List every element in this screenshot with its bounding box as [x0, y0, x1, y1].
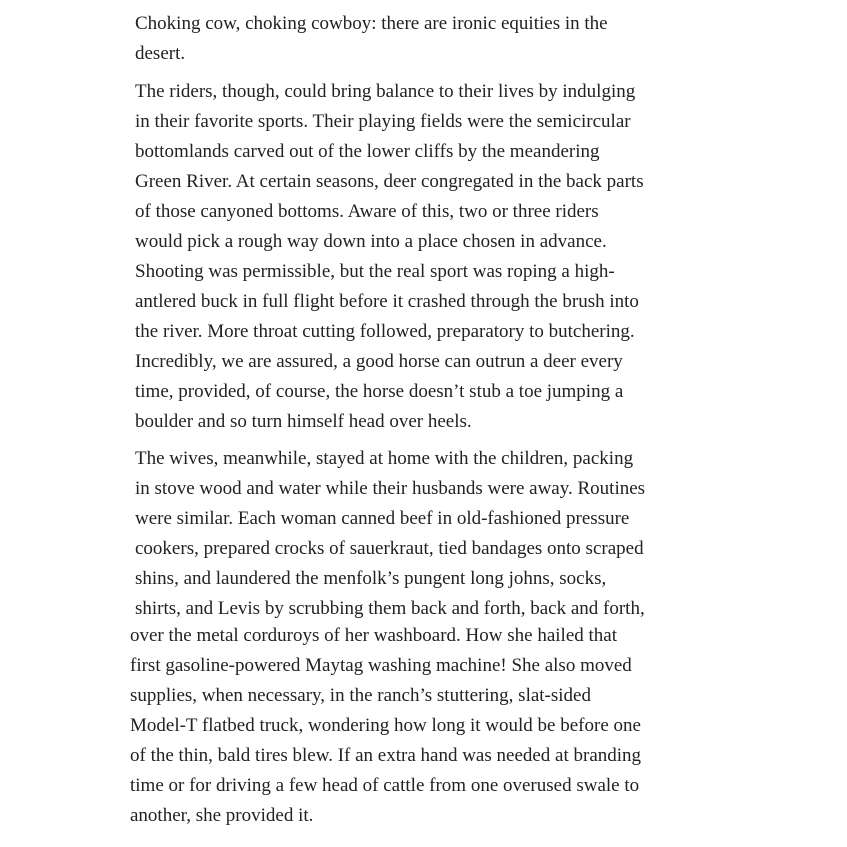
text-line: Shooting was permissible, but the real sport was roping a high-: [135, 261, 615, 282]
text-line: desert.: [135, 43, 186, 64]
text-line: first gasoline-powered Maytag washing machine! She also moved: [130, 655, 632, 676]
text-line: shins, and laundered the menfolk’s pungent long johns, socks,: [135, 568, 607, 589]
paragraph-ironic-equities: [135, 9, 735, 69]
text-line: the river. More throat cutting followed, preparatory to butchering.: [135, 321, 635, 342]
paragraph-wives-routines-continued: [130, 621, 730, 831]
text-line: in stove wood and water while their husbands were away. Routines: [135, 478, 646, 499]
text-line: Incredibly, we are assured, a good horse can outrun a deer every: [135, 351, 623, 372]
text-line: antlered buck in full flight before it crashed through the brush into: [135, 291, 639, 312]
text-line: time, provided, of course, the horse doesn’t stub a toe jumping a: [135, 381, 624, 402]
text-line: time or for driving a few head of cattle from one overused swale to: [130, 775, 640, 796]
text-line: of the thin, bald tires blew. If an extra hand was needed at branding: [130, 745, 642, 766]
text-line: Choking cow, choking cowboy: there are ironic equities in the: [135, 13, 608, 34]
text-line: supplies, when necessary, in the ranch’s stuttering, slat-sided: [130, 685, 591, 706]
text-line: boulder and so turn himself head over heels.: [135, 411, 472, 432]
text-line: were similar. Each woman canned beef in old-fashioned pressure: [135, 508, 630, 529]
text-line: over the metal corduroys of her washboard. How she hailed that: [130, 625, 617, 646]
text-line: of those canyoned bottoms. Aware of this, two or three riders: [135, 201, 599, 222]
paragraph-riders-sports: [135, 77, 735, 437]
text-line: The riders, though, could bring balance to their lives by indulging: [135, 81, 636, 102]
text-line: Model-T flatbed truck, wondering how long it would be before one: [130, 715, 641, 736]
text-line: shirts, and Levis by scrubbing them back and forth, back and forth,: [135, 598, 645, 619]
text-line: would pick a rough way down into a place chosen in advance.: [135, 231, 607, 252]
text-line: bottomlands carved out of the lower cliffs by the meandering: [135, 141, 600, 162]
text-line: another, she provided it.: [130, 805, 314, 826]
text-line: Green River. At certain seasons, deer congregated in the back parts: [135, 171, 644, 192]
text-line: The wives, meanwhile, stayed at home with the children, packing: [135, 448, 634, 469]
text-line: cookers, prepared crocks of sauerkraut, tied bandages onto scraped: [135, 538, 644, 559]
paragraph-wives-routines: [135, 444, 735, 624]
text-line: in their favorite sports. Their playing fields were the semicircular: [135, 111, 631, 132]
